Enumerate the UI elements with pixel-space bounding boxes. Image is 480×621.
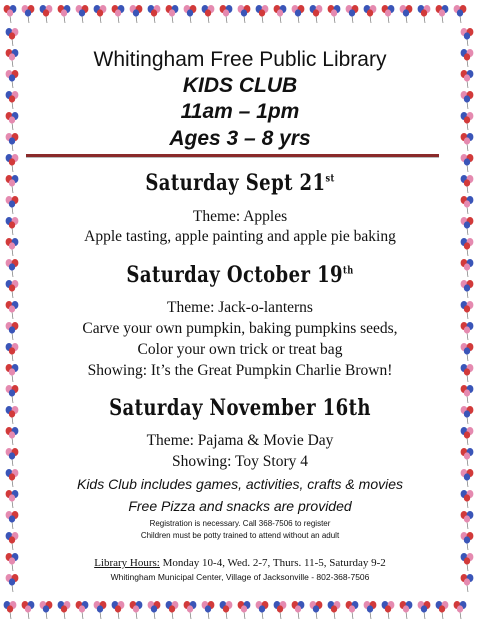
balloon-bunch-icon xyxy=(459,26,475,46)
balloon-bunch-icon xyxy=(4,320,20,340)
balloon-bunch-icon xyxy=(459,425,475,445)
balloon-bunch-icon xyxy=(459,551,475,571)
balloon-bunch-icon xyxy=(4,425,20,445)
balloon-bunch-icon xyxy=(128,3,144,23)
balloon-bunch-icon xyxy=(272,3,288,23)
balloon-bunch-icon xyxy=(254,3,270,23)
balloon-bunch-icon xyxy=(4,467,20,487)
balloon-bunch-icon xyxy=(4,47,20,67)
balloon-bunch-icon xyxy=(398,599,414,619)
balloon-bunch-icon xyxy=(164,3,180,23)
balloon-bunch-icon xyxy=(4,236,20,256)
balloon-bunch-icon xyxy=(416,3,432,23)
balloon-bunch-icon xyxy=(74,599,90,619)
event-date-october xyxy=(65,262,416,288)
balloon-bunch-icon xyxy=(459,383,475,403)
balloon-bunch-icon xyxy=(4,152,20,172)
library-hours xyxy=(26,557,454,569)
hours-text: Monday 10-4, Wed. 2-7, Thurs. 11-5, Saturday 9-2 xyxy=(159,557,386,569)
balloon-bunch-icon xyxy=(362,3,378,23)
balloon-bunch-icon xyxy=(4,68,20,88)
balloon-bunch-icon xyxy=(4,257,20,277)
balloon-bunch-icon xyxy=(326,3,342,23)
balloon-bunch-icon xyxy=(459,572,475,592)
event-detail: Apple tasting, apple painting and apple pie baking xyxy=(84,228,396,245)
event-showing: Showing: It’s the Great Pumpkin Charlie Brown! xyxy=(87,362,393,379)
balloon-bunch-icon xyxy=(146,3,162,23)
balloon-bunch-icon xyxy=(459,446,475,466)
balloon-bunch-icon xyxy=(4,173,20,193)
balloon-bunch-icon xyxy=(459,152,475,172)
balloon-bunch-icon xyxy=(92,3,108,23)
balloon-border-bottom xyxy=(0,597,480,621)
club-ages: Ages 3 – 8 yrs xyxy=(169,127,311,150)
balloon-bunch-icon xyxy=(200,3,216,23)
balloon-bunch-icon xyxy=(459,131,475,151)
balloon-bunch-icon xyxy=(459,68,475,88)
balloon-bunch-icon xyxy=(290,3,306,23)
event-date-november xyxy=(65,395,416,421)
balloon-bunch-icon xyxy=(459,89,475,109)
balloon-bunch-icon xyxy=(4,194,20,214)
balloon-bunch-icon xyxy=(459,110,475,130)
balloon-bunch-icon xyxy=(459,215,475,235)
balloon-bunch-icon xyxy=(344,3,360,23)
balloon-bunch-icon xyxy=(308,599,324,619)
balloon-bunch-icon xyxy=(459,47,475,67)
balloon-bunch-icon xyxy=(434,599,450,619)
balloon-bunch-icon xyxy=(4,572,20,592)
balloon-bunch-icon xyxy=(4,299,20,319)
balloon-bunch-icon xyxy=(218,3,234,23)
balloon-bunch-icon xyxy=(110,599,126,619)
balloon-bunch-icon xyxy=(459,467,475,487)
balloon-bunch-icon xyxy=(4,26,20,46)
event-detail: Color your own trick or treat bag xyxy=(137,341,343,358)
event-theme: Theme: Jack-o-lanterns xyxy=(167,299,313,316)
balloon-bunch-icon xyxy=(4,215,20,235)
balloon-bunch-icon xyxy=(236,599,252,619)
balloon-bunch-icon xyxy=(56,599,72,619)
event-date-text: Saturday November 16th xyxy=(109,395,371,421)
balloon-bunch-icon xyxy=(4,362,20,382)
balloon-bunch-icon xyxy=(4,341,20,361)
balloon-bunch-icon xyxy=(416,599,432,619)
balloon-bunch-icon xyxy=(459,530,475,550)
balloon-bunch-icon xyxy=(380,3,396,23)
balloon-bunch-icon xyxy=(4,446,20,466)
balloon-bunch-icon xyxy=(459,509,475,529)
balloon-bunch-icon xyxy=(459,236,475,256)
balloon-bunch-icon xyxy=(38,3,54,23)
balloon-bunch-icon xyxy=(4,383,20,403)
balloon-bunch-icon xyxy=(380,599,396,619)
balloon-bunch-icon xyxy=(272,599,288,619)
balloon-bunch-icon xyxy=(38,599,54,619)
balloon-bunch-icon xyxy=(290,599,306,619)
balloon-bunch-icon xyxy=(459,299,475,319)
event-detail: Carve your own pumpkin, baking pumpkins seeds, xyxy=(82,320,398,337)
balloon-bunch-icon xyxy=(4,110,20,130)
library-name: Whitingham Free Public Library xyxy=(93,48,387,71)
balloon-bunch-icon xyxy=(459,257,475,277)
balloon-bunch-icon xyxy=(459,194,475,214)
date-suffix: st xyxy=(325,173,335,185)
balloon-bunch-icon xyxy=(4,488,20,508)
balloon-bunch-icon xyxy=(434,3,450,23)
balloon-bunch-icon xyxy=(4,551,20,571)
balloon-bunch-icon xyxy=(459,173,475,193)
balloon-bunch-icon xyxy=(236,3,252,23)
balloon-bunch-icon xyxy=(326,599,342,619)
balloon-bunch-icon xyxy=(4,89,20,109)
balloon-bunch-icon xyxy=(56,3,72,23)
includes-note: Kids Club includes games, activities, crafts & movies xyxy=(76,476,403,492)
balloon-bunch-icon xyxy=(459,341,475,361)
date-suffix: th xyxy=(342,265,354,277)
flyer xyxy=(26,30,454,596)
balloon-border-left xyxy=(0,0,24,621)
balloon-bunch-icon xyxy=(182,599,198,619)
balloon-bunch-icon xyxy=(74,3,90,23)
food-note: Free Pizza and snacks are provided xyxy=(128,498,352,514)
balloon-bunch-icon xyxy=(459,320,475,340)
balloon-bunch-icon xyxy=(459,362,475,382)
balloon-bunch-icon xyxy=(459,278,475,298)
balloon-border-top xyxy=(0,0,480,26)
event-theme: Theme: Apples xyxy=(192,208,288,225)
divider-rule xyxy=(26,154,439,158)
balloon-border-right xyxy=(454,0,480,621)
balloon-bunch-icon xyxy=(308,3,324,23)
balloon-bunch-icon xyxy=(344,599,360,619)
event-date-sept xyxy=(65,170,416,196)
balloon-bunch-icon xyxy=(92,599,108,619)
balloon-bunch-icon xyxy=(4,404,20,424)
balloon-bunch-icon xyxy=(459,404,475,424)
event-date-text: Saturday October 19 xyxy=(126,262,343,288)
balloon-bunch-icon xyxy=(254,599,270,619)
event-date-text: Saturday Sept 21 xyxy=(145,170,326,196)
event-showing: Showing: Toy Story 4 xyxy=(172,453,308,470)
balloon-bunch-icon xyxy=(164,599,180,619)
balloon-bunch-icon xyxy=(4,131,20,151)
balloon-bunch-icon xyxy=(128,599,144,619)
balloon-bunch-icon xyxy=(362,599,378,619)
balloon-bunch-icon xyxy=(4,509,20,529)
balloon-bunch-icon xyxy=(459,488,475,508)
potty-note: Children must be potty trained to attend without an adult xyxy=(140,531,340,540)
balloon-bunch-icon xyxy=(398,3,414,23)
club-time: 11am – 1pm xyxy=(180,100,300,123)
balloon-bunch-icon xyxy=(218,599,234,619)
balloon-bunch-icon xyxy=(200,599,216,619)
registration-note: Registration is necessary. Call 368-7506 to register xyxy=(149,519,331,528)
balloon-bunch-icon xyxy=(4,278,20,298)
balloon-bunch-icon xyxy=(146,599,162,619)
balloon-bunch-icon xyxy=(182,3,198,23)
balloon-bunch-icon xyxy=(110,3,126,23)
hours-label: Library Hours: xyxy=(94,557,160,569)
address-line: Whitingham Municipal Center, Village of Jacksonville - 802-368-7506 xyxy=(110,572,370,582)
club-title: KIDS CLUB xyxy=(182,74,298,97)
event-theme: Theme: Pajama & Movie Day xyxy=(146,432,334,449)
balloon-bunch-icon xyxy=(4,530,20,550)
